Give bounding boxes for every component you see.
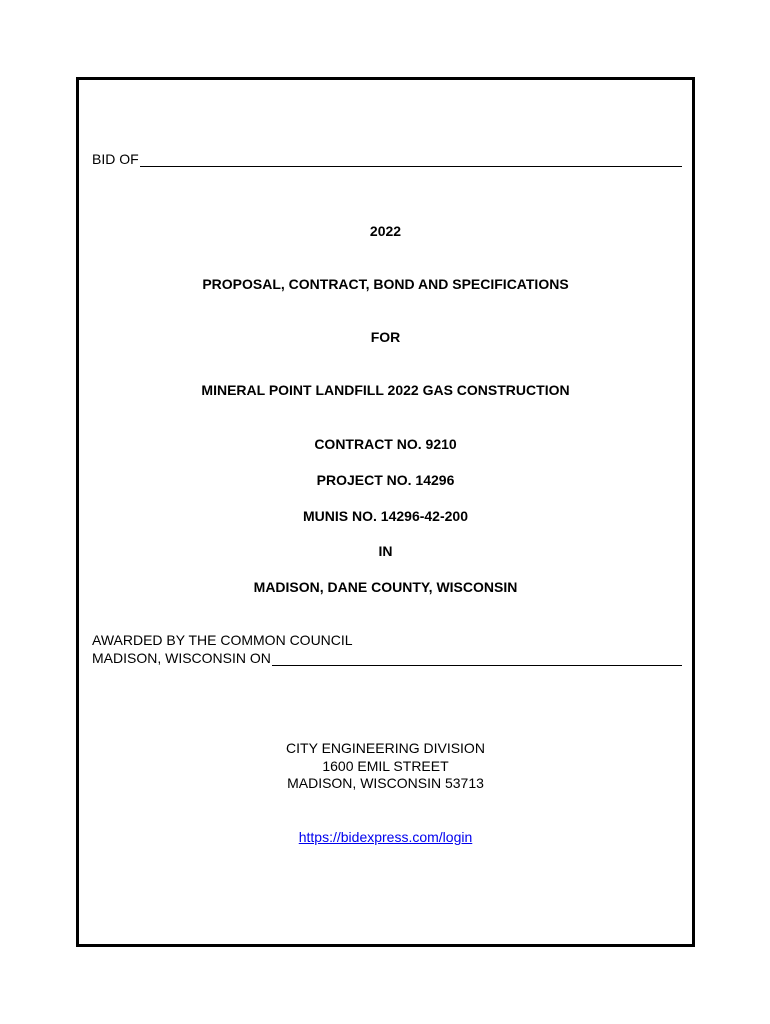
award-date-blank-line <box>272 651 682 666</box>
bid-of-blank-line <box>140 152 682 167</box>
project-number: PROJECT NO. 14296 <box>316 472 455 488</box>
bid-of-label: BID OF <box>92 151 139 167</box>
link-container <box>79 829 692 845</box>
awarded-line-1: AWARDED BY THE COMMON COUNCIL <box>92 632 353 648</box>
year: 2022 <box>369 223 402 239</box>
for-label: FOR <box>370 329 401 345</box>
bid-of-row <box>92 151 682 167</box>
awarded-row <box>92 650 682 666</box>
project-title: MINERAL POINT LANDFILL 2022 GAS CONSTRUCTION <box>201 382 570 398</box>
street-address: 1600 EMIL STREET <box>322 758 449 774</box>
document-frame <box>76 77 695 947</box>
contract-number: CONTRACT NO. 9210 <box>314 436 457 452</box>
bidexpress-link[interactable]: https://bidexpress.com/login <box>298 829 473 845</box>
division-name: CITY ENGINEERING DIVISION <box>286 740 485 756</box>
document-heading: PROPOSAL, CONTRACT, BOND AND SPECIFICATIONS <box>202 276 569 292</box>
munis-number: MUNIS NO. 14296-42-200 <box>303 508 468 524</box>
awarded-line-2: MADISON, WISCONSIN ON <box>92 650 271 666</box>
city-state-zip: MADISON, WISCONSIN 53713 <box>287 775 484 791</box>
location: MADISON, DANE COUNTY, WISCONSIN <box>253 579 518 595</box>
in-label: IN <box>378 543 393 559</box>
